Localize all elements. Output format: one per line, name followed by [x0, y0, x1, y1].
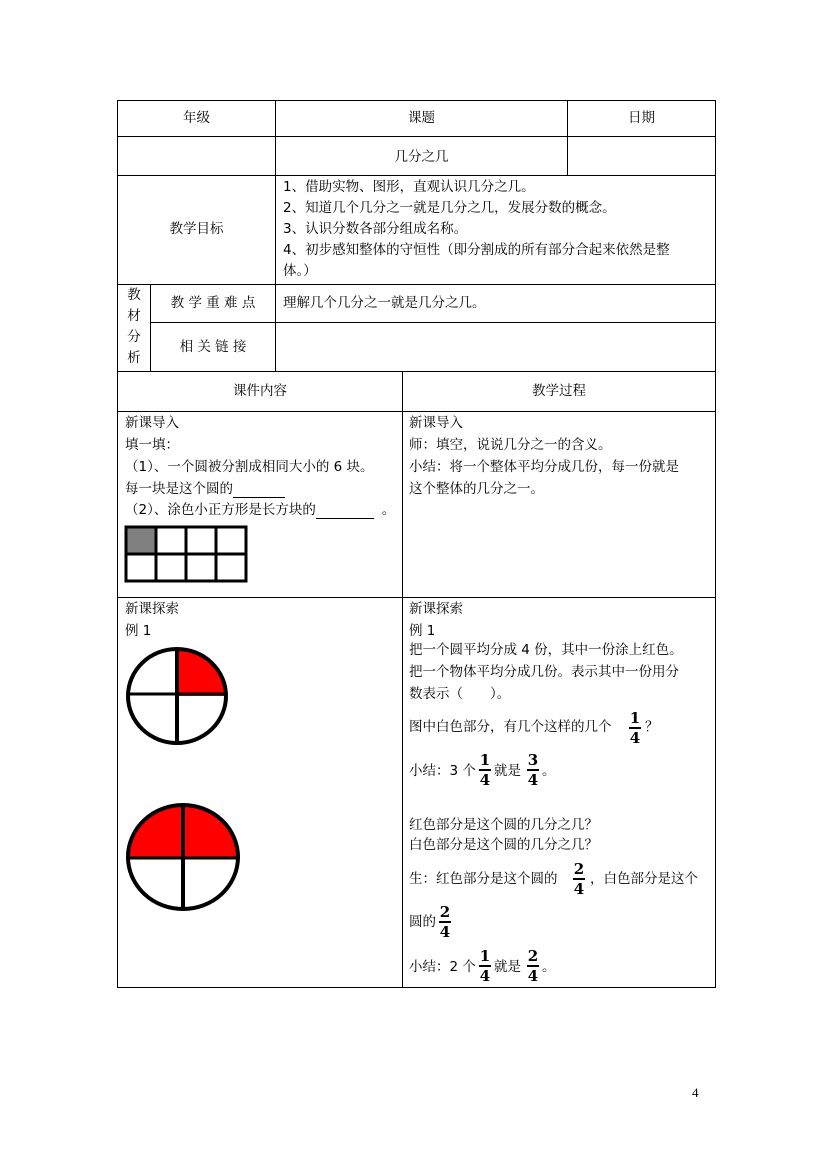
fill-blank-2 [316, 504, 374, 519]
goal-item: 4、初步感知整体的守恒性（即分割成的所有部分合起来依然是整 [283, 242, 670, 258]
explore-right-line: 数表示（ ）。 [409, 686, 511, 702]
explore-right-line: 把一个物体平均分成几份。表示其中一份用分 [409, 664, 679, 680]
question-line: 图中白色部分，有几个这样的几个 [409, 719, 612, 735]
page-number: 4 [692, 1085, 699, 1100]
fill-blank-1 [233, 483, 285, 498]
intro-left-line: 填一填： [125, 437, 179, 453]
analysis-label-char: 教 [127, 287, 141, 303]
summary-1-prefix: 小结：3 个 [409, 763, 476, 779]
answer-cont: 圆的 [409, 914, 436, 930]
grid-square [126, 554, 156, 581]
fraction-one-quarter: 1 4 [479, 751, 491, 789]
related-links-label: 相 关 链 接 [179, 339, 247, 355]
header-grade: 年级 [183, 110, 210, 126]
grid-square [186, 527, 216, 554]
question-mark: ？ [645, 719, 659, 735]
intro-right-line: 这个整体的几分之一。 [409, 481, 544, 497]
intro-right-line: 小结：将一个整体平均分成几份，每一份就是 [409, 459, 679, 475]
answer-prefix: 生：红色部分是这个圆的 [409, 871, 558, 887]
goal-item: 2、知道几个几分之一就是几分之几，发展分数的概念。 [283, 200, 616, 216]
circle-two-quarters-red [124, 801, 242, 911]
grid-square [156, 554, 186, 581]
analysis-label-char: 材 [127, 308, 141, 324]
section-process: 教学过程 [532, 383, 586, 399]
summary-1-end: 。 [542, 763, 556, 779]
rectangle-grid [124, 525, 248, 583]
analysis-label-char: 析 [127, 350, 141, 366]
circle-one-quarter-red [124, 645, 230, 747]
summary-1-mid: 就是 [494, 763, 521, 779]
grid-square [156, 527, 186, 554]
intro-left-title: 新课导入 [125, 415, 179, 431]
intro-left-line: （1）、一个圆被分割成相同大小的 6 块。 [125, 459, 374, 475]
topic-value: 几分之几 [394, 149, 449, 165]
goals-label: 教学目标 [169, 221, 224, 237]
answer-mid: ，白色部分是这个 [590, 871, 698, 887]
section-courseware: 课件内容 [233, 383, 287, 399]
goal-item: 3、认识分数各部分组成名称。 [283, 221, 468, 237]
explore-right-title: 新课探索 [409, 601, 463, 617]
question-line: 白色部分是这个圆的几分之几？ [409, 837, 598, 853]
summary-2-mid: 就是 [494, 959, 521, 975]
explore-right-example: 例 1 [409, 623, 436, 639]
analysis-label-char: 分 [127, 329, 141, 345]
intro-left-line: （2）、涂色小正方形是长方块的 。 [125, 502, 396, 518]
grid-square [216, 527, 246, 554]
explore-left-title: 新课探索 [125, 601, 179, 617]
explore-left-example: 例 1 [125, 623, 152, 639]
goal-item: 1、借助实物、图形，直观认识几分之几。 [283, 179, 535, 195]
key-points-value: 理解几个几分之一就是几分之几。 [283, 295, 486, 311]
shaded-square [126, 527, 156, 554]
key-points-label: 教 学 重 难 点 [170, 295, 256, 311]
summary-2-prefix: 小结：2 个 [409, 959, 476, 975]
intro-right-title: 新课导入 [409, 415, 463, 431]
grid-square [186, 554, 216, 581]
fraction-two-quarters: 2 4 [439, 903, 451, 941]
summary-2-end: 。 [542, 959, 556, 975]
question-line: 红色部分是这个圆的几分之几？ [409, 817, 598, 833]
goal-item: 体。） [283, 263, 317, 279]
explore-right-line: 把一个圆平均分成 4 份，其中一份涂上红色。 [409, 642, 683, 658]
intro-right-line: 师：填空，说说几分之一的含义。 [409, 437, 612, 453]
grid-square [216, 554, 246, 581]
header-topic: 课题 [408, 110, 435, 126]
fraction-three-quarters: 3 4 [527, 751, 539, 789]
header-date: 日期 [628, 110, 655, 126]
fraction-two-quarters: 2 4 [527, 947, 539, 985]
fraction-two-quarters: 2 4 [573, 860, 585, 898]
fraction-one-quarter: 1 4 [479, 947, 491, 985]
fraction-one-quarter: 1 4 [629, 709, 641, 747]
intro-left-line: 每一块是这个圆的 [125, 480, 285, 498]
